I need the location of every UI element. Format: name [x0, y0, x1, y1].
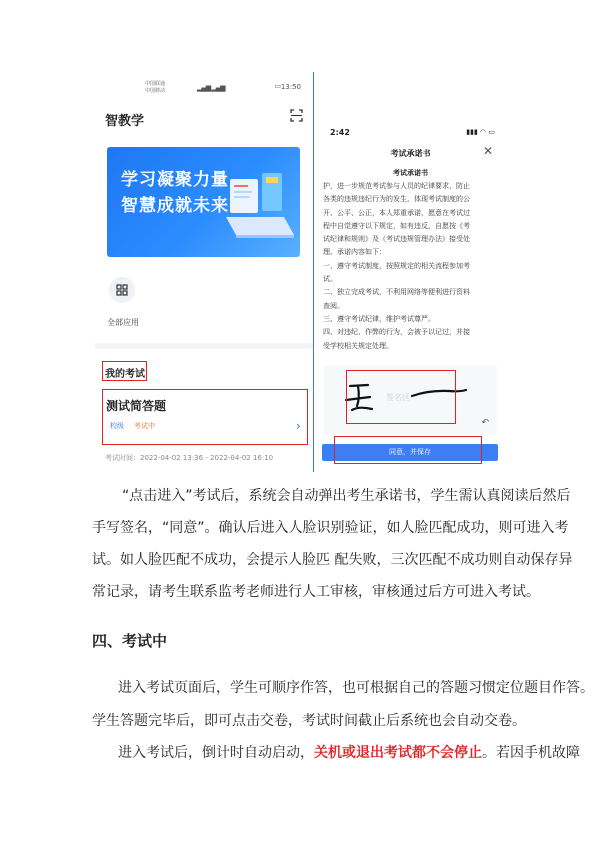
carrier-1: 中国联通	[145, 81, 166, 87]
pledge-line: 开、公平、公正，本人郑重承诺，愿意在考试过	[323, 208, 470, 217]
chevron-right-icon[interactable]: ›	[296, 419, 301, 433]
pledge-line: 查阅。	[323, 301, 344, 310]
exam-time: 考试时间：2022-04-02 13:36 - 2022-04-02 16:10	[105, 454, 274, 462]
pledge-subtitle: 考试承诺书	[393, 169, 428, 177]
pledge-line: 理。承诺内容如下：	[323, 248, 386, 257]
carrier-2: 中国移动	[145, 88, 166, 94]
paragraph-line: 进入考试页面后，学生可顺序作答，也可根据自己的答题习惯定位题目作答。	[118, 680, 594, 696]
signature-placeholder: 签名区	[386, 393, 410, 402]
section-divider	[95, 343, 313, 349]
app-title: 智教学	[105, 114, 145, 129]
section-heading: 四、考试中	[92, 632, 168, 650]
pledge-line: 试。	[323, 275, 337, 284]
highlight-box-signature	[346, 370, 456, 424]
right-phone-screenshot	[318, 122, 503, 467]
signal-icon: ▂▄▆ ▂▄▆	[197, 84, 225, 92]
paragraph-line: “点击进入”考试后，系统会自动弹出考生承诺书，学生需认真阅读后然后	[122, 488, 571, 504]
agree-save-button[interactable]: 同意，并保存	[322, 444, 498, 461]
pledge-text	[323, 180, 501, 353]
signal-wifi-battery-icon: ▮▮▮ ◠ ▭	[466, 128, 495, 136]
all-apps-label[interactable]: 全部应用	[107, 318, 139, 327]
pledge-line: 二、独立完成考试，不利用网络等便利进行资料	[323, 288, 470, 297]
banner-line-1: 学习凝聚力量	[121, 170, 229, 190]
highlighted-text: 关机或退出考试都不会停止	[314, 745, 482, 761]
paragraph-line: 学生答题完毕后，即可点击交卷，考试时间截止后系统也会自动交卷。	[92, 713, 526, 729]
close-icon[interactable]: ✕	[482, 144, 493, 158]
exam-title: 测试简答题	[106, 399, 167, 413]
battery-icon: ▭	[274, 82, 281, 90]
pledge-line: 各类的违规违纪行为的发生，体现考试制度的公	[323, 195, 470, 204]
left-phone-screenshot	[95, 75, 313, 470]
banner-line-2: 智慧成就未来	[121, 196, 229, 216]
pledge-line: 三、遵守考试纪律，维护考试尊严。	[323, 314, 435, 323]
pledge-line: 受学校相关规定处理。	[323, 341, 393, 350]
scan-icon[interactable]	[290, 109, 303, 122]
pledge-line: 护，进一步规范考试参与人员的纪律要求，防止	[323, 182, 470, 190]
pledge-line: 程中自觉遵守以下规定，如有违反，自愿按《考	[323, 221, 470, 230]
exam-status-tag: 考试中	[134, 422, 155, 430]
pledge-line: 一、遵守考试制度，按照规定的相关流程参加考	[323, 261, 470, 270]
all-apps-icon[interactable]	[109, 277, 135, 303]
status-bar	[145, 81, 305, 95]
status-time: 2:42	[330, 128, 350, 137]
promo-banner[interactable]	[107, 147, 300, 257]
text-prefix: 进入考试后，倒计时自动启动，	[118, 745, 314, 761]
paragraph-line-with-highlight	[118, 743, 580, 763]
undo-icon[interactable]: ↶	[481, 418, 489, 428]
paragraph-line: 手写签名，“同意”。确认后进入人脸识别验证，如人脸匹配成功，则可进入考	[92, 520, 569, 536]
highlight-box-agree	[334, 436, 482, 464]
text-suffix: 。若因手机故障	[482, 745, 580, 761]
exam-level-tag: 校级	[110, 422, 124, 430]
divider-line	[313, 72, 314, 472]
carrier-labels	[145, 81, 165, 95]
laptop-illustration	[222, 165, 297, 247]
pledge-line: 试纪律和规则》及《考试违规管理办法》接受处	[323, 235, 470, 244]
status-time: 13:50	[280, 83, 301, 91]
paragraph-line: 常记录，请考生联系监考老师进行人工审核，审核通过后方可进入考试。	[92, 584, 540, 600]
paragraph-line: 试。如人脸匹配不成功，会提示人脸匹 配失败，三次匹配不成功则自动保存异	[92, 552, 573, 568]
dialog-title: 考试承诺书	[390, 149, 431, 158]
pledge-line: 四、对违纪、作弊的行为，会被予以记过，并接	[323, 328, 470, 337]
my-exam-heading: 我的考试	[105, 369, 145, 380]
